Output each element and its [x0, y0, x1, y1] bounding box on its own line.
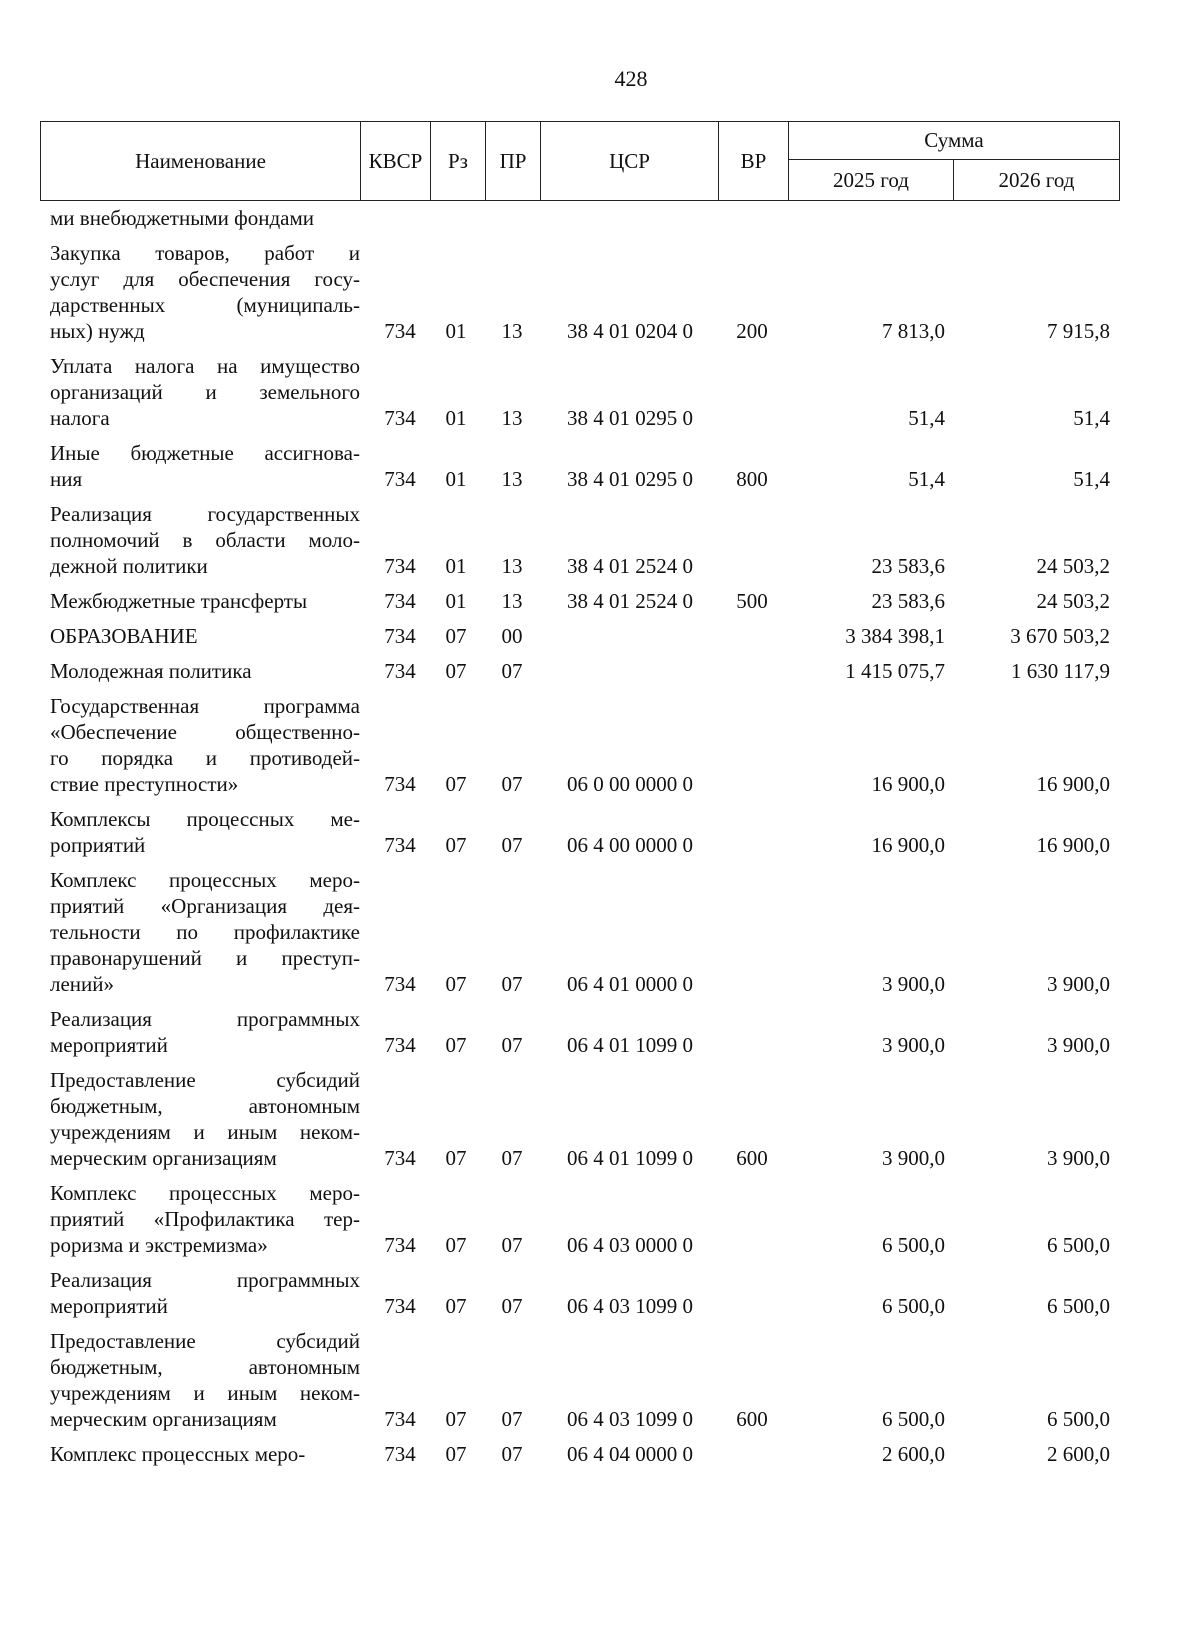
row-name-line: ных) нужд	[50, 319, 145, 343]
row-rz: 07	[445, 1294, 467, 1318]
row-name-line: Комплексы процессных ме-	[50, 807, 360, 831]
row-rz: 07	[445, 1407, 467, 1431]
row-csr: 06 4 04 0000 0	[567, 1442, 693, 1466]
row-sum-2026: 16 900,0	[1036, 833, 1110, 857]
row-name-line: ствие преступности»	[50, 772, 239, 796]
row-kvsr: 734	[384, 972, 416, 996]
row-sum-2026: 6 500,0	[1047, 1233, 1110, 1257]
row-vr	[722, 971, 782, 997]
row-name-line: приятий «Организация дея-	[50, 894, 360, 918]
row-pr: 13	[501, 467, 523, 491]
row-csr: 06 4 01 1099 0	[567, 1146, 693, 1170]
row-sum-2026: 3 900,0	[1047, 1146, 1110, 1170]
row-pr: 07	[501, 972, 523, 996]
row-sum-2026: 2 600,0	[1047, 1442, 1110, 1466]
row-rz: 07	[445, 659, 467, 683]
row-name-line: Реализация государственных	[50, 502, 360, 526]
row-name	[50, 1006, 360, 1058]
row-csr: 06 4 01 0000 0	[567, 972, 693, 996]
row-name-line: бюджетным, автономным	[50, 1094, 360, 1118]
row-name-line: учреждениям и иным неком-	[50, 1120, 360, 1144]
row-sum-2025: 6 500,0	[882, 1294, 945, 1318]
row-name-line: Молодежная политика	[50, 659, 252, 683]
row-pr: 07	[501, 833, 523, 857]
row-name	[50, 806, 360, 858]
row-vr	[722, 405, 782, 431]
row-sum-2025	[800, 205, 945, 231]
row-kvsr: 734	[384, 833, 416, 857]
row-name-line: роприятий	[50, 833, 146, 857]
row-rz	[432, 205, 480, 231]
row-name-line: Комплекс процессных меро-	[50, 868, 360, 892]
row-name-line: мерческим организациям	[50, 1407, 277, 1431]
row-csr: 38 4 01 0204 0	[567, 319, 693, 343]
row-sum-2025: 51,4	[908, 406, 945, 430]
row-sum-2026: 24 503,2	[1036, 554, 1110, 578]
table-row	[0, 623, 1200, 649]
row-name-line: ми внебюджетными фондами	[50, 206, 314, 230]
row-vr	[722, 1293, 782, 1319]
row-sum-2026: 6 500,0	[1047, 1294, 1110, 1318]
row-vr	[722, 658, 782, 684]
row-name-line: роризма и экстремизма»	[50, 1233, 268, 1257]
row-sum-2025: 3 384 398,1	[845, 624, 945, 648]
row-kvsr	[370, 205, 430, 231]
row-kvsr: 734	[384, 772, 416, 796]
row-kvsr: 734	[384, 1294, 416, 1318]
row-vr	[722, 205, 782, 231]
header-year-2026: 2026 год	[954, 160, 1120, 201]
row-csr: 38 4 01 2524 0	[567, 589, 693, 613]
header-vr: ВР	[719, 122, 789, 201]
table-row	[0, 353, 1200, 431]
row-vr	[722, 1232, 782, 1258]
row-sum-2026: 24 503,2	[1036, 589, 1110, 613]
row-kvsr: 734	[384, 1407, 416, 1431]
row-sum-2025: 7 813,0	[882, 319, 945, 343]
row-name	[50, 1441, 360, 1467]
row-sum-2025: 23 583,6	[871, 589, 945, 613]
row-name-line: учреждениям и иным неком-	[50, 1381, 360, 1405]
row-kvsr: 734	[384, 1442, 416, 1466]
row-pr: 07	[501, 1033, 523, 1057]
row-pr: 07	[501, 1294, 523, 1318]
row-sum-2025: 3 900,0	[882, 1033, 945, 1057]
row-rz: 07	[445, 624, 467, 648]
row-name	[50, 501, 360, 579]
row-csr: 06 4 03 1099 0	[567, 1294, 693, 1318]
row-sum-2025: 1 415 075,7	[845, 659, 945, 683]
row-name-line: мероприятий	[50, 1294, 168, 1318]
row-name-line: Реализация программных	[50, 1007, 360, 1031]
row-csr: 06 4 00 0000 0	[567, 833, 693, 857]
row-sum-2025: 3 900,0	[882, 1146, 945, 1170]
row-rz: 07	[445, 1033, 467, 1057]
row-rz: 01	[445, 554, 467, 578]
row-vr: 600	[736, 1146, 768, 1170]
table-row	[0, 205, 1200, 231]
row-rz: 07	[445, 1442, 467, 1466]
row-sum-2025: 3 900,0	[882, 972, 945, 996]
header-kvsr: КВСР	[361, 122, 431, 201]
table-row	[0, 588, 1200, 614]
row-pr	[488, 205, 536, 231]
row-rz: 01	[445, 467, 467, 491]
row-name	[50, 205, 360, 231]
row-kvsr: 734	[384, 589, 416, 613]
row-csr	[545, 658, 715, 684]
row-name	[50, 1328, 360, 1432]
row-sum-2025: 6 500,0	[882, 1233, 945, 1257]
row-pr: 07	[501, 1442, 523, 1466]
table-row	[0, 1006, 1200, 1058]
row-name-line: налога	[50, 406, 110, 430]
row-sum-2025: 16 900,0	[871, 833, 945, 857]
row-name	[50, 353, 360, 431]
row-csr: 06 0 00 0000 0	[567, 772, 693, 796]
row-name-line: дарственных (муниципаль-	[50, 293, 360, 317]
row-rz: 07	[445, 833, 467, 857]
row-kvsr: 734	[384, 1033, 416, 1057]
row-sum-2026: 3 900,0	[1047, 972, 1110, 996]
row-sum-2026: 3 900,0	[1047, 1033, 1110, 1057]
row-name-line: Предоставление субсидий	[50, 1329, 360, 1353]
row-name-line: мерческим организациям	[50, 1146, 277, 1170]
row-csr: 38 4 01 0295 0	[567, 406, 693, 430]
row-pr: 13	[501, 319, 523, 343]
table-row	[0, 658, 1200, 684]
row-csr: 06 4 03 1099 0	[567, 1407, 693, 1431]
row-rz: 07	[445, 1146, 467, 1170]
row-sum-2026: 51,4	[1073, 467, 1110, 491]
row-name	[50, 867, 360, 997]
row-vr: 600	[736, 1407, 768, 1431]
row-rz: 01	[445, 319, 467, 343]
table-row	[0, 1180, 1200, 1258]
row-pr: 07	[501, 1407, 523, 1431]
row-vr	[722, 623, 782, 649]
row-name-line: правонарушений и преступ-	[50, 946, 360, 970]
row-rz: 07	[445, 772, 467, 796]
table-row	[0, 1328, 1200, 1432]
header-sum: Сумма	[789, 122, 1120, 160]
row-name	[50, 693, 360, 797]
row-vr	[722, 771, 782, 797]
table-row	[0, 867, 1200, 997]
table-row	[0, 693, 1200, 797]
table-header	[40, 121, 1120, 201]
row-vr: 200	[736, 319, 768, 343]
row-name-line: полномочий в области моло-	[50, 528, 360, 552]
row-sum-2026: 7 915,8	[1047, 319, 1110, 343]
table-row	[0, 1441, 1200, 1467]
row-csr: 38 4 01 2524 0	[567, 554, 693, 578]
table-row	[0, 240, 1200, 344]
row-name-line: бюджетным, автономным	[50, 1355, 360, 1379]
table-row	[0, 1267, 1200, 1319]
row-name-line: Межбюджетные трансферты	[50, 589, 308, 613]
row-vr: 800	[736, 467, 768, 491]
row-sum-2026	[965, 205, 1110, 231]
row-name	[50, 240, 360, 344]
row-pr: 13	[501, 589, 523, 613]
row-pr: 07	[501, 1146, 523, 1170]
row-name	[50, 440, 360, 492]
row-sum-2025: 23 583,6	[871, 554, 945, 578]
row-kvsr: 734	[384, 624, 416, 648]
row-csr: 06 4 03 0000 0	[567, 1233, 693, 1257]
row-pr: 07	[501, 1233, 523, 1257]
row-kvsr: 734	[384, 554, 416, 578]
row-sum-2026: 1 630 117,9	[1011, 659, 1110, 683]
table-row	[0, 1067, 1200, 1171]
row-name	[50, 1067, 360, 1171]
row-sum-2026: 16 900,0	[1036, 772, 1110, 796]
row-rz: 07	[445, 1233, 467, 1257]
header-pr: ПР	[486, 122, 541, 201]
row-kvsr: 734	[384, 1233, 416, 1257]
row-name-line: Закупка товаров, работ и	[50, 241, 360, 265]
row-rz: 07	[445, 972, 467, 996]
table-row	[0, 806, 1200, 858]
row-name-line: приятий «Профилактика тер-	[50, 1207, 360, 1231]
row-name-line: Иные бюджетные ассигнова-	[50, 441, 360, 465]
row-name-line: мероприятий	[50, 1033, 168, 1057]
row-vr	[722, 553, 782, 579]
row-pr: 07	[501, 659, 523, 683]
row-kvsr: 734	[384, 319, 416, 343]
row-name	[50, 1180, 360, 1258]
row-name-line: Уплата налога на имущество	[50, 354, 360, 378]
row-name-line: тельности по профилактике	[50, 920, 360, 944]
row-name-line: «Обеспечение общественно-	[50, 720, 360, 744]
row-kvsr: 734	[384, 406, 416, 430]
row-rz: 01	[445, 406, 467, 430]
row-pr: 07	[501, 772, 523, 796]
table-row	[0, 440, 1200, 492]
row-rz: 01	[445, 589, 467, 613]
row-pr: 00	[501, 624, 523, 648]
row-name-line: Комплекс процессных меро-	[50, 1442, 306, 1466]
row-name	[50, 1267, 360, 1319]
header-csr: ЦСР	[541, 122, 719, 201]
row-csr: 38 4 01 0295 0	[567, 467, 693, 491]
table-row	[0, 501, 1200, 579]
row-name	[50, 623, 360, 649]
row-sum-2026: 51,4	[1073, 406, 1110, 430]
row-name-line: лений»	[50, 972, 115, 996]
row-pr: 13	[501, 406, 523, 430]
row-kvsr: 734	[384, 1146, 416, 1170]
row-vr	[722, 1441, 782, 1467]
row-vr	[722, 832, 782, 858]
row-sum-2025: 2 600,0	[882, 1442, 945, 1466]
row-name-line: дежной политики	[50, 554, 208, 578]
row-sum-2025: 6 500,0	[882, 1407, 945, 1431]
row-name	[50, 588, 360, 614]
header-name: Наименование	[41, 122, 361, 201]
row-vr	[722, 1032, 782, 1058]
row-name-line: Предоставление субсидий	[50, 1068, 360, 1092]
row-name-line: услуг для обеспечения госу-	[50, 267, 360, 291]
row-sum-2026: 6 500,0	[1047, 1407, 1110, 1431]
row-name-line: организаций и земельного	[50, 380, 360, 404]
header-rz: Рз	[431, 122, 486, 201]
row-name-line: ния	[50, 467, 83, 491]
row-kvsr: 734	[384, 659, 416, 683]
row-csr	[545, 623, 715, 649]
row-name-line: го порядка и противодей-	[50, 746, 360, 770]
row-name-line: Реализация программных	[50, 1268, 360, 1292]
row-csr	[545, 205, 715, 231]
row-name-line: Государственная программа	[50, 694, 360, 718]
row-sum-2025: 51,4	[908, 467, 945, 491]
header-year-2025: 2025 год	[789, 160, 954, 201]
row-csr: 06 4 01 1099 0	[567, 1033, 693, 1057]
row-vr: 500	[736, 589, 768, 613]
row-name-line: Комплекс процессных меро-	[50, 1181, 360, 1205]
row-pr: 13	[501, 554, 523, 578]
row-name-line: ОБРАЗОВАНИЕ	[50, 624, 198, 648]
row-sum-2026: 3 670 503,2	[1010, 624, 1110, 648]
page-number: 428	[614, 66, 648, 91]
row-sum-2025: 16 900,0	[871, 772, 945, 796]
row-kvsr: 734	[384, 467, 416, 491]
row-name	[50, 658, 360, 684]
